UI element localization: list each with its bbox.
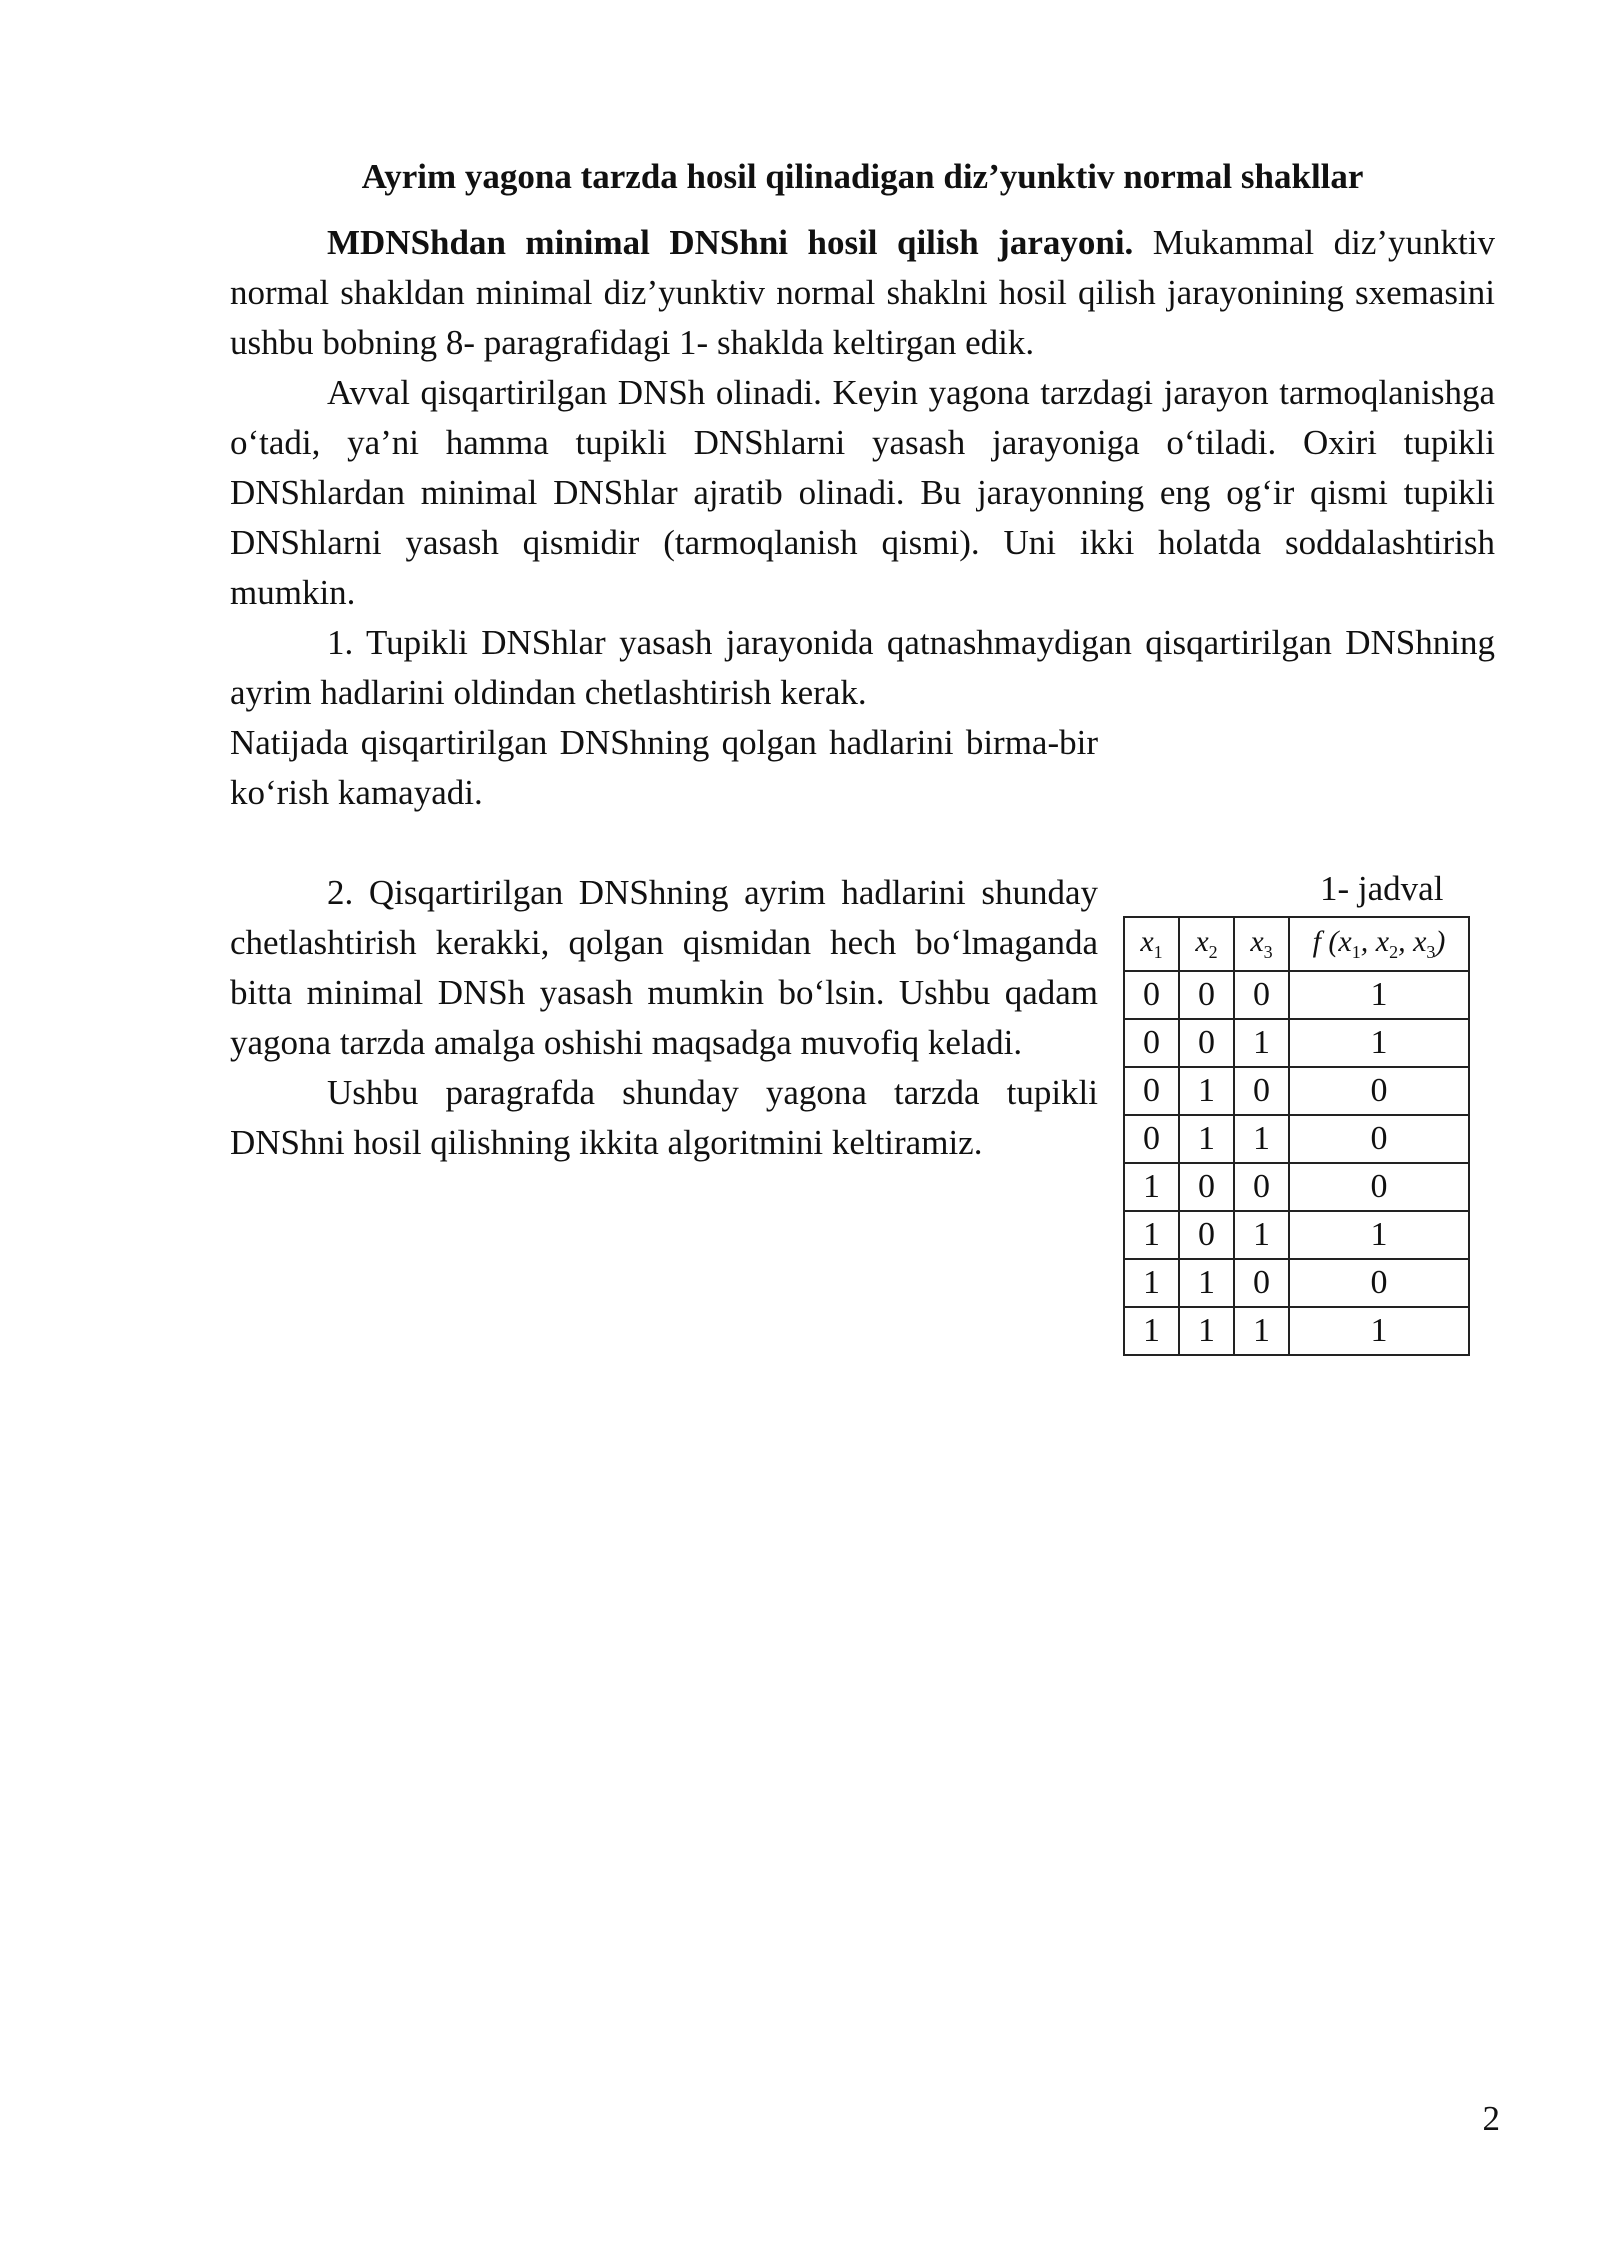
cell-x1: 0 [1124,971,1179,1019]
table-row [1124,1259,1469,1307]
paragraph-intro-heading: MDNShdan minimal DNShni hosil qilish jarayoni. [327,223,1134,262]
table-caption: 1- jadval [1320,869,1444,908]
cell-f: 1 [1289,1211,1469,1259]
cell-x2: 0 [1179,1211,1234,1259]
table-row [1124,1163,1469,1211]
text-block-step-2 [230,868,1098,1168]
header-x2: $x_2$ [1179,917,1234,971]
table-row [1124,1211,1469,1259]
cell-x1: 1 [1124,1259,1179,1307]
cell-x1: 1 [1124,1211,1179,1259]
cell-x1: 0 [1124,1067,1179,1115]
cell-x3: 1 [1234,1307,1289,1355]
cell-f: 0 [1289,1163,1469,1211]
cell-f: 0 [1289,1115,1469,1163]
paragraph-step-2: 2. Qisqartirilgan DNShning ayrim hadlarini shunday chetlashtirish kerakki, qolgan qismidan hech bo‘lmaganda bitta minimal DNSh yasash mumkin bo‘lsin. Ushbu qadam yagona tarzda amalga oshishi maqsadga muvofiq keladi. [230,873,1098,1062]
cell-x2: 1 [1179,1067,1234,1115]
cell-x2: 0 [1179,1019,1234,1067]
cell-x3: 0 [1234,1067,1289,1115]
header-x3: $x_3$ [1234,917,1289,971]
paragraph-intro [230,218,1495,368]
cell-x2: 1 [1179,1307,1234,1355]
cell-f: 1 [1289,1019,1469,1067]
cell-f: 1 [1289,1307,1469,1355]
cell-x2: 0 [1179,1163,1234,1211]
truth-table-header-row [1124,917,1469,971]
table-row [1124,1067,1469,1115]
paragraph-process: Avval qisqartirilgan DNSh olinadi. Keyin yagona tarzdagi jarayon tarmoqlanishga o‘tadi, ya’ni hamma tupikli DNShlarni yasash jarayoniga o‘tiladi. Oxiri tupikli DNShlardan minimal DNShlar ajratib olinadi. Bu jarayonning eng og‘ir qismi tupikli DNShlarni yasash qismidir (tarmoqlanish qismi). Uni ikki holatda soddalashtirish mumkin. [230,373,1495,612]
cell-x1: 1 [1124,1307,1179,1355]
cell-x3: 1 [1234,1115,1289,1163]
header-x1: $x_1$ [1124,917,1179,971]
section-title: Ayrim yagona tarzda hosil qilinadigan diz’yunktiv normal shakllar [361,157,1364,196]
cell-x2: 0 [1179,971,1234,1019]
cell-x1: 0 [1124,1019,1179,1067]
cell-f: 0 [1289,1259,1469,1307]
cell-f: 0 [1289,1067,1469,1115]
cell-x3: 0 [1234,1163,1289,1211]
paragraph-result: Natijada qisqartirilgan DNShning qolgan hadlarini birma-bir ko‘rish kamayadi. [230,723,1098,812]
cell-x3: 1 [1234,1019,1289,1067]
paragraph-algorithms: Ushbu paragrafda shunday yagona tarzda tupikli DNShni hosil qilishning ikkita algoritmini keltiramiz. [230,1073,1098,1162]
cell-x2: 1 [1179,1115,1234,1163]
text-block-result [230,718,1098,818]
truth-table [1123,916,1470,1356]
paragraph-step-1: 1. Tupikli DNShlar yasash jarayonida qatnashmaydigan qisqartirilgan DNShning ayrim hadlarini oldindan chetlashtirish kerak. [230,623,1495,712]
cell-x1: 0 [1124,1115,1179,1163]
cell-x3: 1 [1234,1211,1289,1259]
table-row [1124,1019,1469,1067]
table-row [1124,1307,1469,1355]
text-block-main [230,218,1495,718]
cell-x3: 0 [1234,971,1289,1019]
page-number: 2 [1482,2099,1500,2138]
cell-x1: 1 [1124,1163,1179,1211]
table-row [1124,971,1469,1019]
cell-x3: 0 [1234,1259,1289,1307]
table-row [1124,1115,1469,1163]
paragraph-intro-text: Mukammal diz’yunktiv normal shakldan minimal diz’yunktiv normal shaklni hosil qilish jarayonining sxemasini ushbu bobning 8- paragrafidagi 1- shaklda keltirgan edik. [230,223,1495,362]
cell-f: 1 [1289,971,1469,1019]
header-function: f ($x_1$, $x_2$, $x_3$) [1289,917,1469,971]
cell-x2: 1 [1179,1259,1234,1307]
